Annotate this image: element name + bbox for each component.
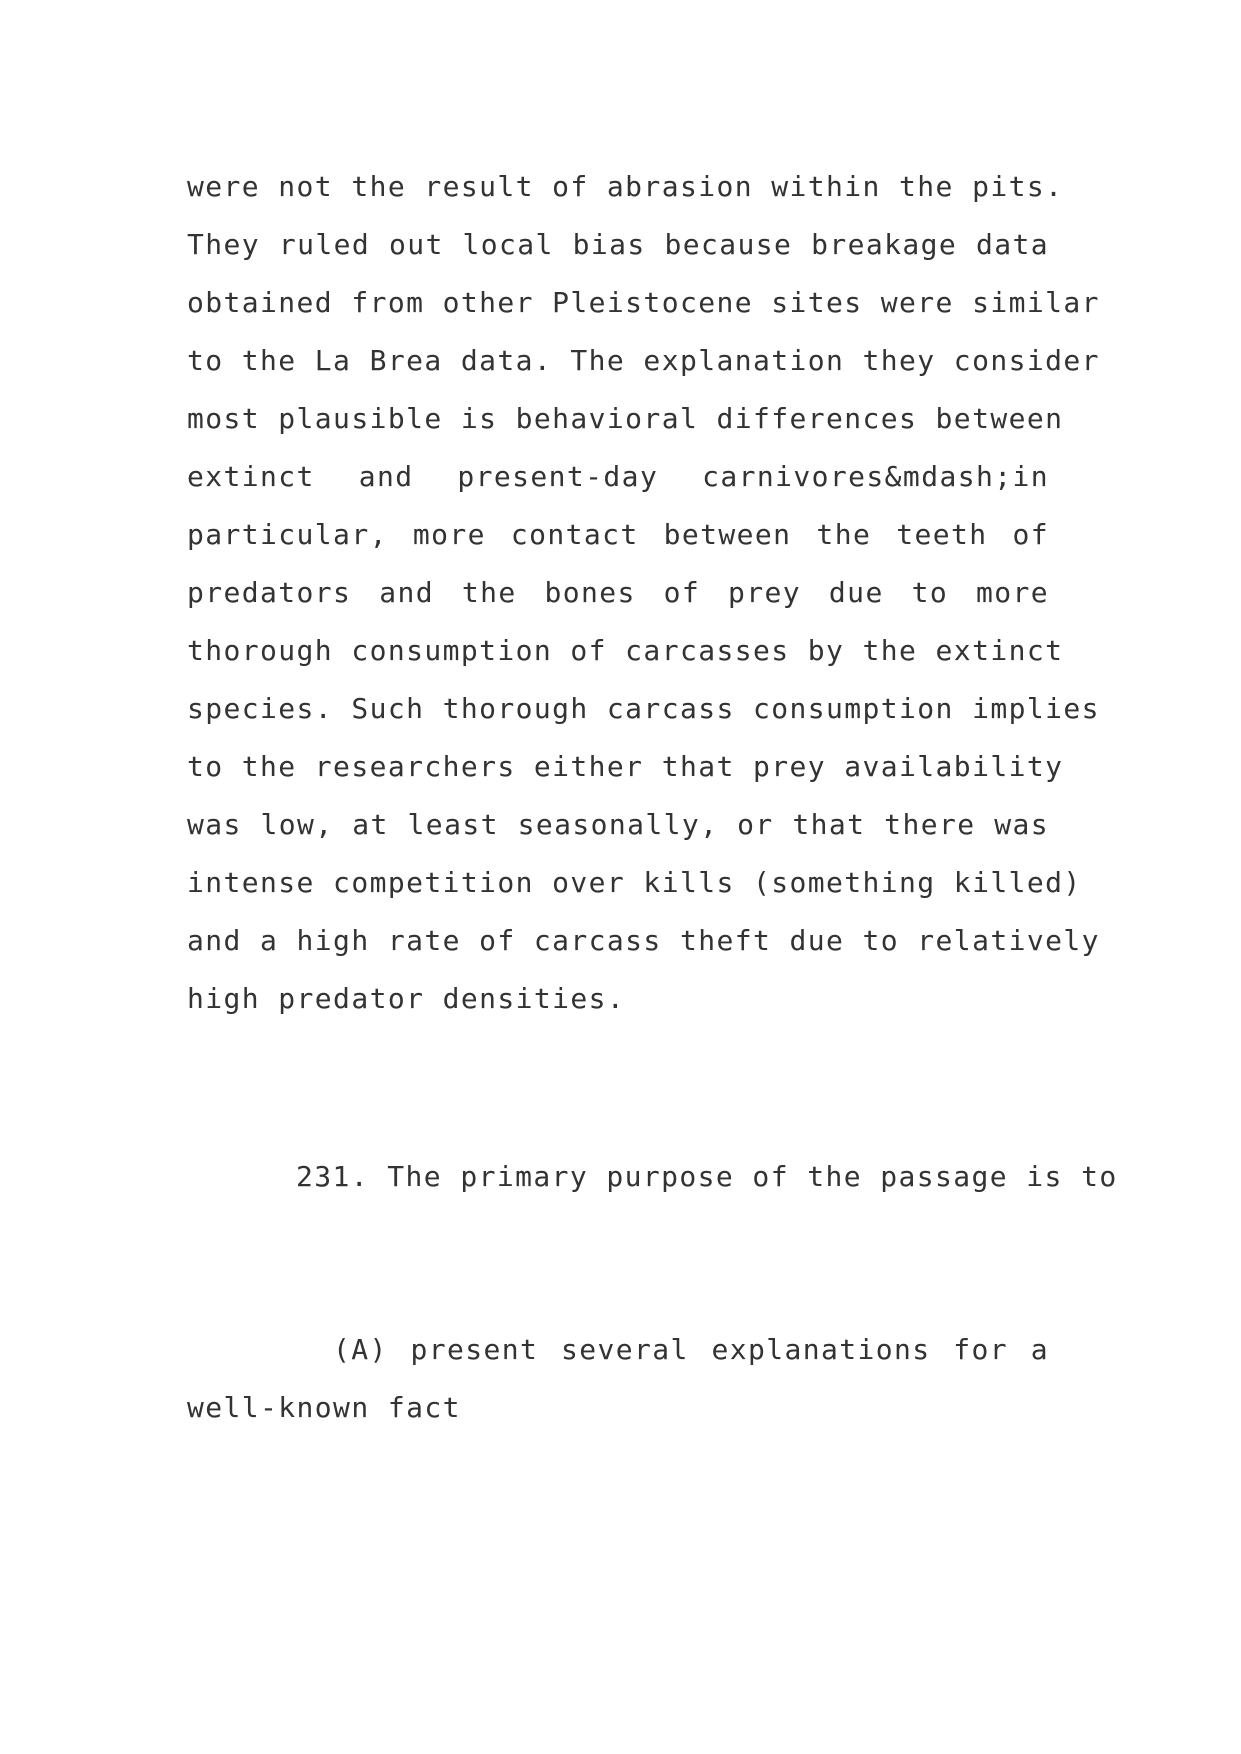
passage-text [187,158,1100,1028]
passage-line: extinct and present-day carnivores&mdash;in [187,460,1049,493]
question-block [187,1148,1118,1206]
passage-line: to the researchers either that prey availability [187,750,1064,783]
passage-line: predators and the bones of prey due to more [187,576,1049,609]
passage-line: high predator densities. [187,982,626,1015]
question-text: 231. The primary purpose of the passage is to [296,1160,1118,1193]
passage-line: were not the result of abrasion within the pits. [187,170,1064,203]
passage-line: species. Such thorough carcass consumption implies [187,692,1100,725]
answer-option-a [187,1321,1049,1437]
passage-line: most plausible is behavioral differences between [187,402,1064,435]
passage-line: particular, more contact between the teeth of [187,518,1049,551]
passage-line: was low, at least seasonally, or that there was [187,808,1049,841]
passage-line: obtained from other Pleistocene sites were similar [187,286,1100,319]
passage-line: thorough consumption of carcasses by the extinct [187,634,1064,667]
option-line: (A) present several explanations for a [333,1333,1049,1366]
passage-line: They ruled out local bias because breakage data [187,228,1049,261]
option-line: well-known fact [187,1391,461,1424]
passage-line: intense competition over kills (something killed) [187,866,1082,899]
passage-line: and a high rate of carcass theft due to relatively [187,924,1100,957]
passage-line: to the La Brea data. The explanation they consider [187,344,1100,377]
